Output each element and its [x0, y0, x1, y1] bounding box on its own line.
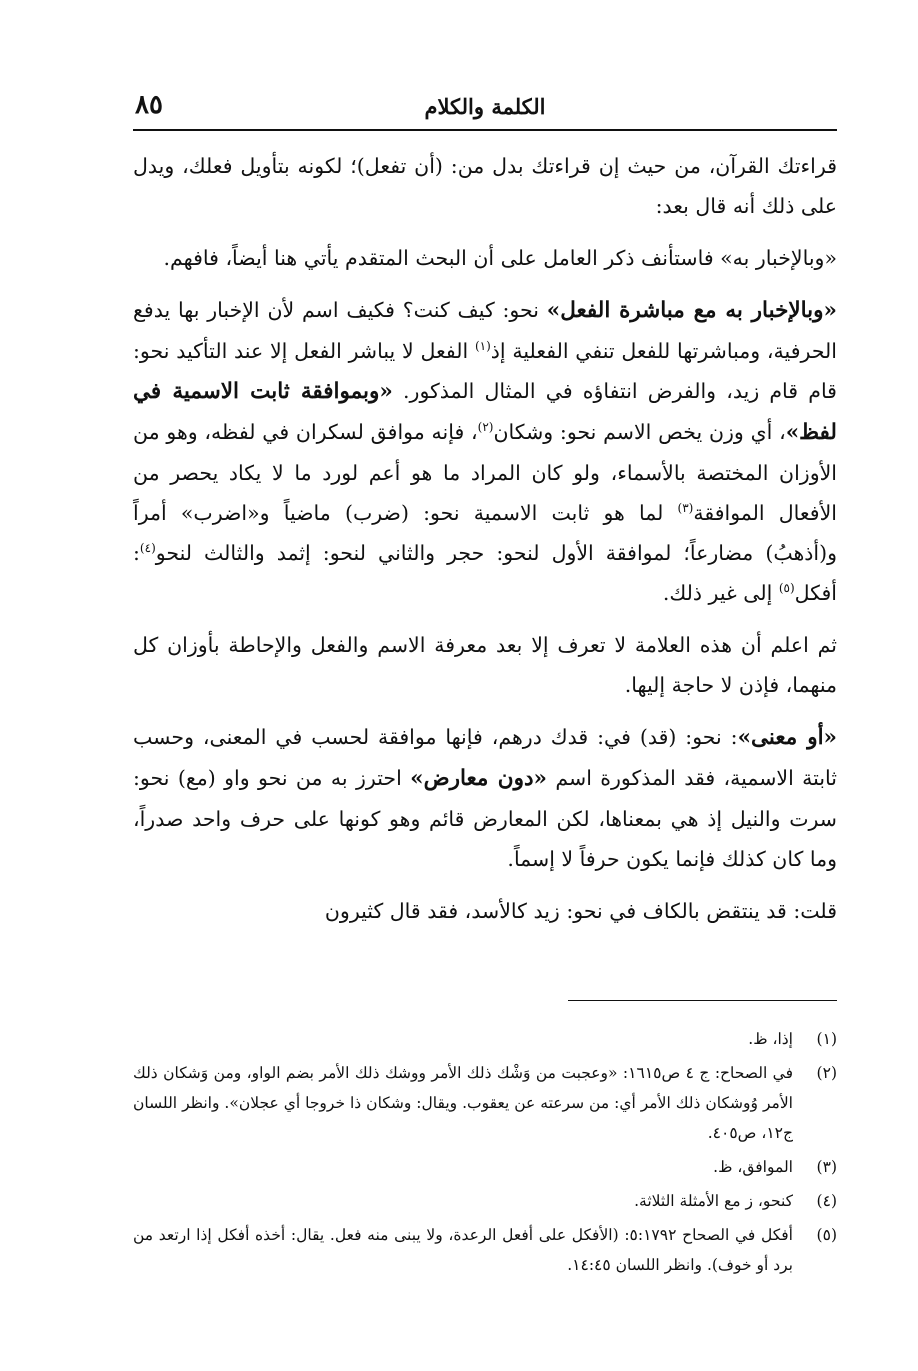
- commentary-text: احترز به من نحو واو (مع) نحو: سرت والنيل إذ هي بمعناها، لكن المعارض قائم وهو كونها على حرف واحد صدراً، وما كان كذلك فإنما يكون حرفاً لا إسماً.: [133, 766, 837, 871]
- paragraph: [133, 238, 837, 278]
- footnote: [133, 1220, 837, 1280]
- paragraph: [133, 146, 837, 226]
- footnote-reference: (٥): [778, 581, 795, 596]
- paragraph: [133, 625, 837, 705]
- header-rule: [133, 129, 837, 131]
- body-text: [133, 146, 837, 943]
- commentary-text: ، فإنه موافق لسكران في لفظه، وهو من الأوزان المختصة بالأسماء، ولو كان المراد ما هو أعم لورد ما لا يكاد يحصر من الأفعال الموافقة: [133, 420, 837, 525]
- footnote-separator: [568, 1000, 837, 1001]
- page-number: ٨٥: [135, 90, 163, 120]
- footnote: [133, 1024, 837, 1054]
- footnote-number: (٢): [816, 1064, 837, 1082]
- quoted-matn-text: «أو معنى»: [737, 725, 837, 750]
- commentary-text: نحو: كيف كنت؟ فكيف اسم لأن الإخبار بها يدفع الحرفية، ومباشرتها للفعل تنفي الفعلية إذ: [133, 298, 837, 363]
- footnote-text: الموافق، ظ.: [713, 1158, 793, 1176]
- paragraph: [133, 717, 837, 879]
- footnote-number: (٥): [816, 1226, 837, 1244]
- commentary-text: ثم اعلم أن هذه العلامة لا تعرف إلا بعد معرفة الاسم والفعل والإحاطة بأوزان كل منهما، فإذن لا حاجة إليها.: [133, 633, 837, 697]
- footnote-reference: (٣): [677, 501, 694, 516]
- quoted-matn-text: «وبالإخبار به مع مباشرة الفعل»: [546, 298, 837, 323]
- footnote-number: (١): [816, 1030, 837, 1048]
- footnote-text: أفكل في الصحاح ٥:١٧٩٢: (الأفكل على أفعل الرعدة، ولا يبنى منه فعل. يقال: أخذه أفكل إذا ارتعد من برد أو خوف). وانظر اللسان ١٤:٤٥.: [133, 1226, 793, 1274]
- running-title: الكلمة والكلام: [424, 94, 546, 119]
- footnote: [133, 1152, 837, 1182]
- commentary-text: : أفكل: [133, 541, 837, 605]
- footnote-reference: (٢): [477, 420, 494, 435]
- commentary-text: الفعل لا يباشر الفعل إلا عند التأكيد نحو: قام قام زيد، والفرض انتفاؤه في المثال المذكور.: [133, 339, 837, 403]
- paragraph: [133, 891, 837, 931]
- quoted-matn-text: «وبموافقة ثابت الاسمية في لفظ»: [133, 379, 837, 445]
- paragraph: [133, 290, 837, 613]
- footnote-number: (٤): [816, 1192, 837, 1210]
- commentary-text: : نحو: (قد) في: قدك درهم، فإنها موافقة لحسب في المعنى، وحسب ثابتة الاسمية، فقد المذكورة اسم: [133, 725, 837, 790]
- commentary-text: قراءتك القرآن، من حيث إن قراءتك بدل من: (أن تفعل)؛ لكونه بتأويل فعلك، ويدل على ذلك أنه قال بعد:: [133, 154, 837, 218]
- footnote-text: كنحو، ز مع الأمثلة الثلاثة.: [634, 1192, 793, 1210]
- footnotes: [133, 1024, 837, 1284]
- commentary-text: ، أي وزن يخص الاسم نحو: وشكان: [493, 420, 786, 444]
- footnote-reference: (٤): [139, 541, 156, 556]
- page-header: [133, 88, 837, 128]
- footnote: [133, 1186, 837, 1216]
- footnote-text: في الصحاح: ج ٤ ص١٦١٥: «وعجبت من وَشْك ذلك الأمر ووشك ذلك الأمر بضم الواو، ومن وَشكان ذلك الأمر وُوشكان ذلك الأمر أي: من سرعته عن يعقوب. ويقال: وشكان ذا خروجا أي عجلان». وانظر اللسان ج١٢، ص٤٠٥.: [133, 1064, 794, 1142]
- quoted-matn-text: «دون معارض»: [410, 766, 547, 791]
- footnote-number: (٣): [816, 1158, 837, 1176]
- footnote-reference: (١): [474, 339, 491, 354]
- commentary-text: قلت: قد ينتقض بالكاف في نحو: زيد كالأسد، فقد قال كثيرون: [324, 899, 837, 923]
- footnote: [133, 1058, 837, 1148]
- commentary-text: إلى غير ذلك.: [662, 581, 779, 605]
- commentary-text: «وبالإخبار به» فاستأنف ذكر العامل على أن البحث المتقدم يأتي هنا أيضاً، فافهم.: [163, 246, 837, 270]
- commentary-text: لما هو ثابت الاسمية نحو: (ضرب) ماضياً و«اضرب» أمراً و(أذهبُ) مضارعاً؛ لموافقة الأول لنحو: حجر والثاني لنحو: إثمد والثالث لنحو: [133, 501, 837, 565]
- footnote-text: إذا، ظ.: [748, 1030, 793, 1048]
